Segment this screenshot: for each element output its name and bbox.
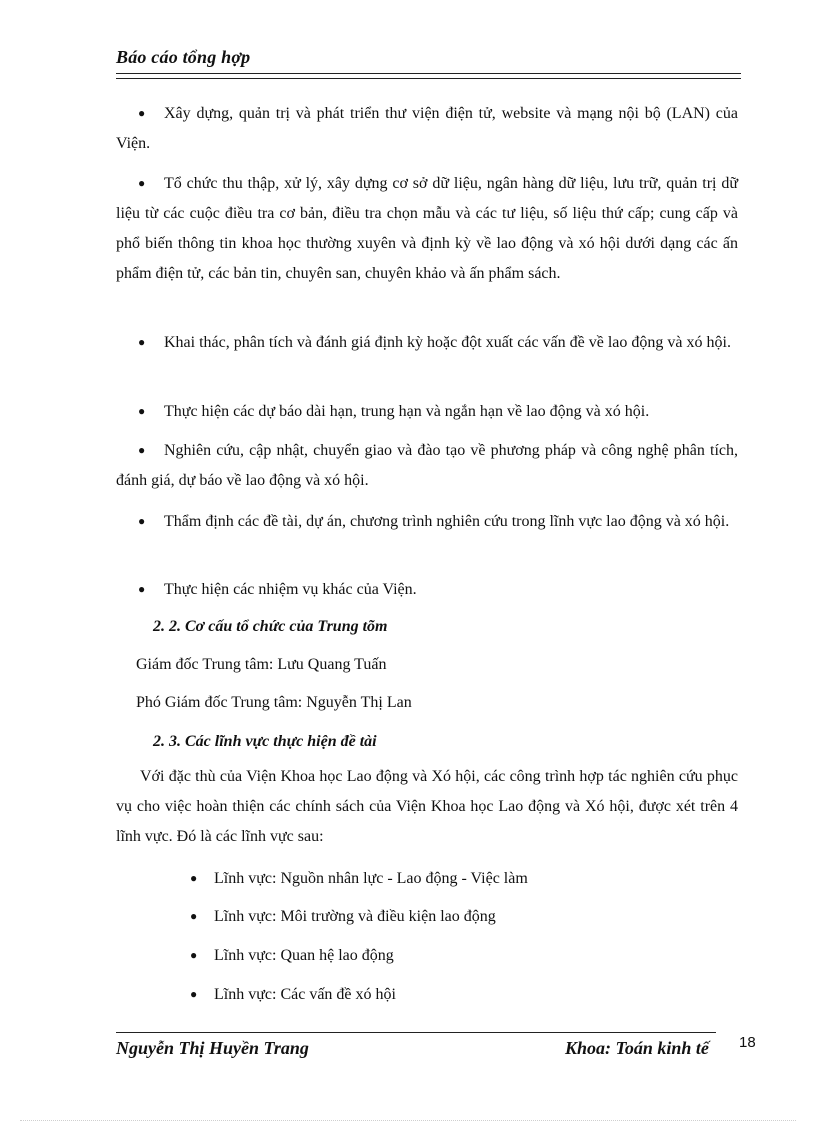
intro-paragraph: Với đặc thù của Viện Khoa học Lao động và Xó hội, các công trình hợp tác nghiên cứu phục vụ cho việc hoàn thiện các chính sách của Viện Khoa học Lao động và Xó hội, được xét trên 4 lĩnh vực. Đó là các lĩnh vực sau: [116,768,738,845]
field-item: ● Lĩnh vực: Quan hệ lao động [190,947,394,964]
bullet-item: ● Thực hiện các nhiệm vụ khác của Viện. [116,574,738,605]
bullet-icon: ● [138,176,146,190]
bullet-item: ● Thực hiện các dự báo dài hạn, trung hạn và ngắn hạn về lao động và xó hội. [116,396,738,427]
bullet-icon: ● [138,106,146,120]
bullet-item: ● Tổ chức thu thập, xử lý, xây dựng cơ sở dữ liệu, ngân hàng dữ liệu, lưu trữ, quản trị dữ liệu từ các cuộc điều tra cơ bản, điều tra chọn mẫu và các tư liệu, số liệu thứ cấp; cung cấp và phổ biến thông tin khoa học thường xuyên và định kỳ về lao động và xó hội dưới dạng các ấn phẩm điện tử, các bản tin, chuyên san, chuyên khảo và ấn phẩm sách. [116,168,738,289]
bullet-icon: ● [138,443,146,457]
page-number: 18 [739,1034,756,1051]
header-rule [116,73,741,79]
page-bottom-border [20,1120,796,1121]
section-heading-2-3: 2. 3. Các lĩnh vực thực hiện đề tài [153,733,377,750]
footer-rule [116,1032,716,1033]
deputy-line: Phó Giám đốc Trung tâm: Nguyễn Thị Lan [136,694,412,711]
field-item: ● Lĩnh vực: Môi trường và điều kiện lao động [190,908,496,925]
bullet-icon: ● [190,909,198,923]
bullet-item: ● Nghiên cứu, cập nhật, chuyển giao và đào tạo về phương pháp và công nghệ phân tích, đánh giá, dự báo về lao động và xó hội. [116,435,738,496]
bullet-item: ● Thẩm định các đề tài, dự án, chương trình nghiên cứu trong lĩnh vực lao động và xó hội. [116,506,738,537]
bullet-icon: ● [138,582,146,596]
bullet-icon: ● [138,514,146,528]
section-heading-2-2: 2. 2. Cơ cấu tổ chức của Trung tõm [153,618,388,635]
bullet-icon: ● [190,871,198,885]
bullet-icon: ● [190,948,198,962]
field-item: ● Lĩnh vực: Nguồn nhân lực - Lao động - Việc làm [190,870,528,887]
bullet-item: ● Khai thác, phân tích và đánh giá định kỳ hoặc đột xuất các vấn đề về lao động và xó hội. [116,327,738,358]
footer-department: Khoa: Toán kinh tế [565,1038,709,1058]
director-line: Giám đốc Trung tâm: Lưu Quang Tuấn [136,656,387,673]
field-item: ● Lĩnh vực: Các vấn đề xó hội [190,986,396,1003]
bullet-icon: ● [190,987,198,1001]
bullet-icon: ● [138,404,146,418]
footer-author: Nguyễn Thị Huyền Trang [116,1038,309,1058]
header-title: Báo cáo tổng hợp [116,47,251,67]
bullet-item: ● Xây dựng, quản trị và phát triển thư viện điện tử, website và mạng nội bộ (LAN) của Viện. [116,98,738,159]
bullet-icon: ● [138,335,146,349]
